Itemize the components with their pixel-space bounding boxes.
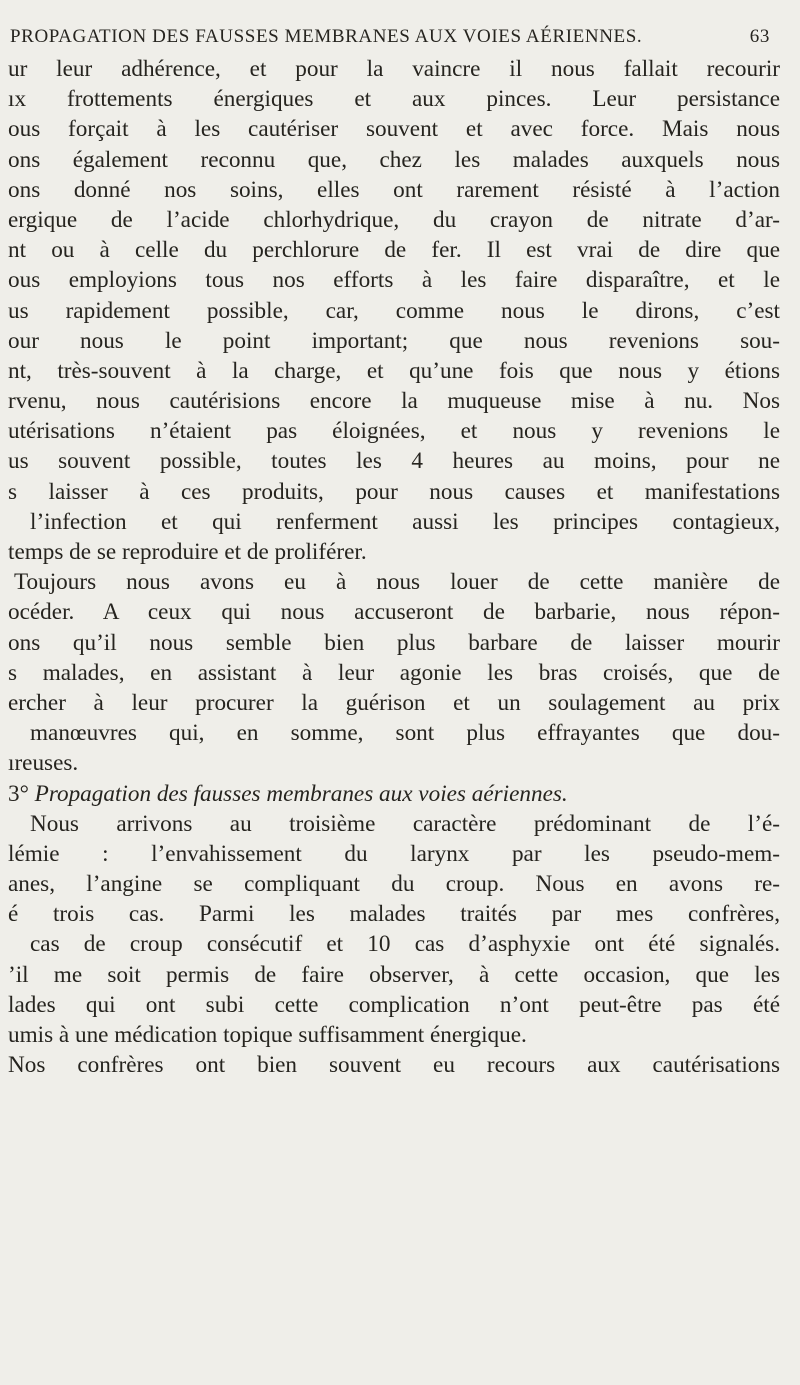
text-line [0,114,790,144]
text-line-content: our nous le point important; que nous revenions sou- [8,327,780,354]
text-line [0,416,790,446]
text-line [0,597,790,627]
text-line [0,205,790,235]
text-line [0,779,790,809]
text-line-content: lades qui ont subi cette complication n’ont peut-être pas été [8,991,780,1018]
text-line-content: ons également reconnu que, chez les malades auxquels nous [8,146,780,173]
text-line [0,1020,790,1050]
text-line-content: us rapidement possible, car, comme nous le dirons, c’est [8,297,780,324]
text-line-content: cas de croup consécutif et 10 cas d’asphyxie ont été signalés. [30,931,780,958]
text-line-content: ons donné nos soins, elles ont rarement résisté à l’action [8,176,780,203]
text-line [0,84,790,114]
running-title: PROPAGATION DES FAUSSES MEMBRANES AUX VOIES AÉRIENNES. [10,26,643,47]
text-line [0,386,790,416]
text-line [0,567,790,597]
text-line [0,235,790,265]
text-line-content: temps de se reproduire et de proliférer. [8,539,367,565]
text-line [0,477,790,507]
text-line [0,748,790,778]
text-line-content: é trois cas. Parmi les malades traités par mes confrères, [8,901,780,928]
text-line-content: Toujours nous avons eu à nous louer de cette manière de [14,569,780,596]
text-line [0,175,790,205]
body-text [0,54,790,1080]
text-line-content: ıreuses. [8,750,79,777]
text-line [0,869,790,899]
text-line-content: ercher à leur procurer la guérison et un soulagement au prix [8,689,780,716]
text-line-content: rvenu, nous cautérisions encore la muqueuse mise à nu. Nos [8,388,780,415]
text-line [0,929,790,959]
text-line-content: nt ou à celle du perchlorure de fer. Il est vrai de dire que [8,237,780,264]
text-line [0,1050,790,1080]
text-line [0,296,790,326]
text-line-content: ous employions tous nos efforts à les faire disparaître, et le [8,267,780,294]
text-line-content: ergique de l’acide chlorhydrique, du crayon de nitrate d’ar- [8,206,780,233]
text-line [0,145,790,175]
text-line [0,809,790,839]
text-line [0,960,790,990]
text-line-content: s laisser à ces produits, pour nous causes et manifestations [8,478,780,505]
text-line-content: ur leur adhérence, et pour la vaincre il nous fallait recourir [8,56,780,82]
text-line [0,718,790,748]
text-line-content: ous forçait à les cautériser souvent et avec force. Mais nous [8,116,780,143]
text-line [0,326,790,356]
text-line-content: manœuvres qui, en somme, sont plus effrayantes que dou- [30,720,780,747]
running-head [6,22,770,52]
text-line [0,990,790,1020]
text-line [0,688,790,718]
text-line-content: utérisations n’étaient pas éloignées, et nous y revenions le [8,418,780,445]
text-line [0,54,790,84]
text-line-content: 3° [8,780,35,807]
text-line-content: Nos confrères ont bien souvent eu recours aux cautérisations [8,1052,780,1079]
page-number: 63 [749,26,770,47]
text-line-content: nt, très-souvent à la charge, et qu’une fois que nous y étions [8,357,780,384]
text-line-content: Nous arrivons au troisième caractère prédominant de l’é- [30,810,780,837]
text-line-content: océder. A ceux qui nous accuseront de barbarie, nous répon- [8,599,780,626]
text-line-content: s malades, en assistant à leur agonie les bras croisés, que de [8,659,780,686]
text-line [0,446,790,476]
text-line-content: anes, l’angine se compliquant du croup. Nous en avons re- [8,871,780,898]
text-line-content: lémie : l’envahissement du larynx par les pseudo-mem- [8,840,780,867]
text-line-content: ıx frottements énergiques et aux pinces. Leur persistance [8,86,780,113]
section-heading-italic: Propagation des fausses membranes aux voies aériennes. [34,780,568,807]
text-line [0,537,790,567]
text-line-content: l’infection et qui renferment aussi les principes contagieux, [30,508,780,535]
text-line-content: umis à une médication topique suffisamment énergique. [8,1022,527,1048]
text-line [0,628,790,658]
text-line [0,507,790,537]
text-line-content: us souvent possible, toutes les 4 heures au moins, pour ne [8,448,780,475]
text-line [0,899,790,929]
text-line-content: ’il me soit permis de faire observer, à cette occasion, que les [8,961,780,988]
text-line [0,356,790,386]
text-line [0,265,790,295]
text-line-content: ons qu’il nous semble bien plus barbare de laisser mourir [8,629,780,656]
text-line [0,658,790,688]
text-line [0,839,790,869]
